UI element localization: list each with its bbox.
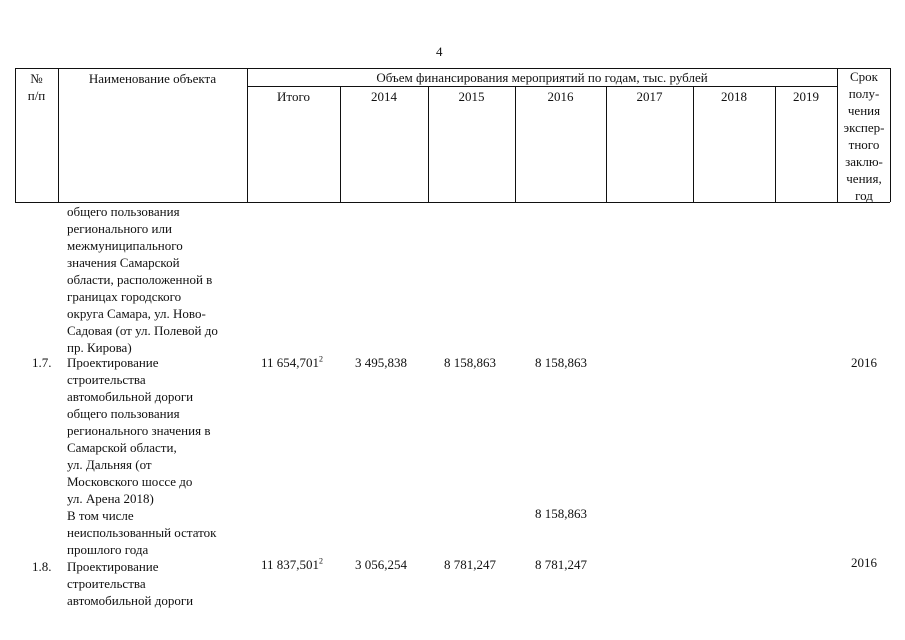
row-2014: 3 495,838 — [355, 355, 407, 370]
row-2016: 8 781,247 — [535, 557, 587, 572]
continuation-line: Садовая (от ул. Полевой до — [67, 323, 218, 338]
continuation-line: регионального или — [67, 221, 172, 236]
header-border-no — [58, 68, 59, 202]
header-year-2015: 2015 — [458, 89, 485, 104]
header-name: Наименование объекта — [88, 71, 217, 86]
header-no-line1: № — [30, 71, 43, 86]
row-subitem-name — [67, 507, 217, 558]
row-subitem-line: неиспользованный остаток — [67, 525, 217, 540]
continuation-name — [67, 203, 218, 356]
row-name-line: общего пользования — [67, 406, 180, 421]
header-deadline-line: полу- — [848, 86, 880, 101]
row-2016: 8 158,863 — [535, 355, 587, 370]
row-2014: 3 056,254 — [355, 557, 407, 572]
page-number: 4 — [436, 44, 443, 59]
header-deadline-line: экспер- — [843, 120, 885, 135]
continuation-line: округа Самара, ул. Ново- — [67, 306, 206, 321]
row-total — [261, 556, 323, 573]
header-no-line2: п/п — [27, 88, 46, 103]
header-deadline-line: тного — [848, 137, 880, 152]
row-deadline: 2016 — [851, 355, 877, 370]
header-deadline-line: Срок — [850, 69, 878, 84]
row-number: 1.7. — [32, 355, 52, 370]
row-name — [67, 354, 210, 507]
row-name-line: автомобильной дороги — [67, 389, 194, 404]
row-name-line: Самарской области, — [67, 440, 177, 455]
row-2015: 8 158,863 — [444, 355, 496, 370]
row-total-footnote: 2 — [319, 556, 324, 566]
header-year-2017: 2017 — [636, 89, 663, 104]
row-subitem-2016: 8 158,863 — [535, 506, 587, 521]
row-name-line: регионального значения в — [67, 423, 211, 438]
row-name-line: строительства — [67, 576, 146, 591]
header-deadline-line: заклю- — [845, 154, 883, 169]
row-total-footnote: 2 — [319, 354, 324, 364]
header-year-2018: 2018 — [721, 89, 747, 104]
row-name-line: автомобильной дороги — [67, 593, 194, 608]
header-funding: Объем финансирования мероприятий по годам, тыс. рублей — [376, 70, 708, 85]
continuation-line: общего пользования — [67, 204, 180, 219]
continuation-line: области, расположенной в — [67, 272, 213, 287]
row-total-value: 11 837,501 — [261, 557, 320, 572]
row-name-line: ул. Арена 2018) — [67, 491, 154, 506]
header-subheader-border — [247, 86, 837, 87]
row-deadline: 2016 — [851, 555, 877, 570]
row-subitem-line: прошлого года — [67, 542, 149, 557]
continuation-line: значения Самарской — [67, 255, 180, 270]
header-year-2019: 2019 — [793, 89, 819, 104]
row-name-line: ул. Дальняя (от — [67, 457, 152, 472]
row-total — [261, 354, 323, 371]
row-total-value: 11 654,701 — [261, 355, 320, 370]
continuation-line: границах городского — [67, 289, 182, 304]
header-deadline — [838, 68, 890, 204]
row-name-line: Проектирование — [67, 355, 159, 370]
row-number: 1.8. — [32, 559, 52, 574]
header-year-2014: 2014 — [371, 89, 397, 104]
row-name-line: строительства — [67, 372, 146, 387]
header-year-2016: 2016 — [547, 89, 574, 104]
row-name-line: Проектирование — [67, 559, 159, 574]
header-deadline-line: чения, — [846, 171, 882, 186]
continuation-line: межмуниципального — [67, 238, 183, 253]
row-subitem-line: В том числе — [67, 508, 134, 523]
continuation-line: пр. Кирова) — [67, 340, 132, 355]
row-2015: 8 781,247 — [444, 557, 496, 572]
header-border-right — [890, 68, 891, 202]
header-deadline-line: чения — [847, 103, 881, 118]
row-name-line: Московского шоссе до — [67, 474, 193, 489]
header-deadline-line: год — [855, 188, 873, 203]
header-total: Итого — [277, 89, 310, 104]
row-name — [67, 558, 193, 609]
